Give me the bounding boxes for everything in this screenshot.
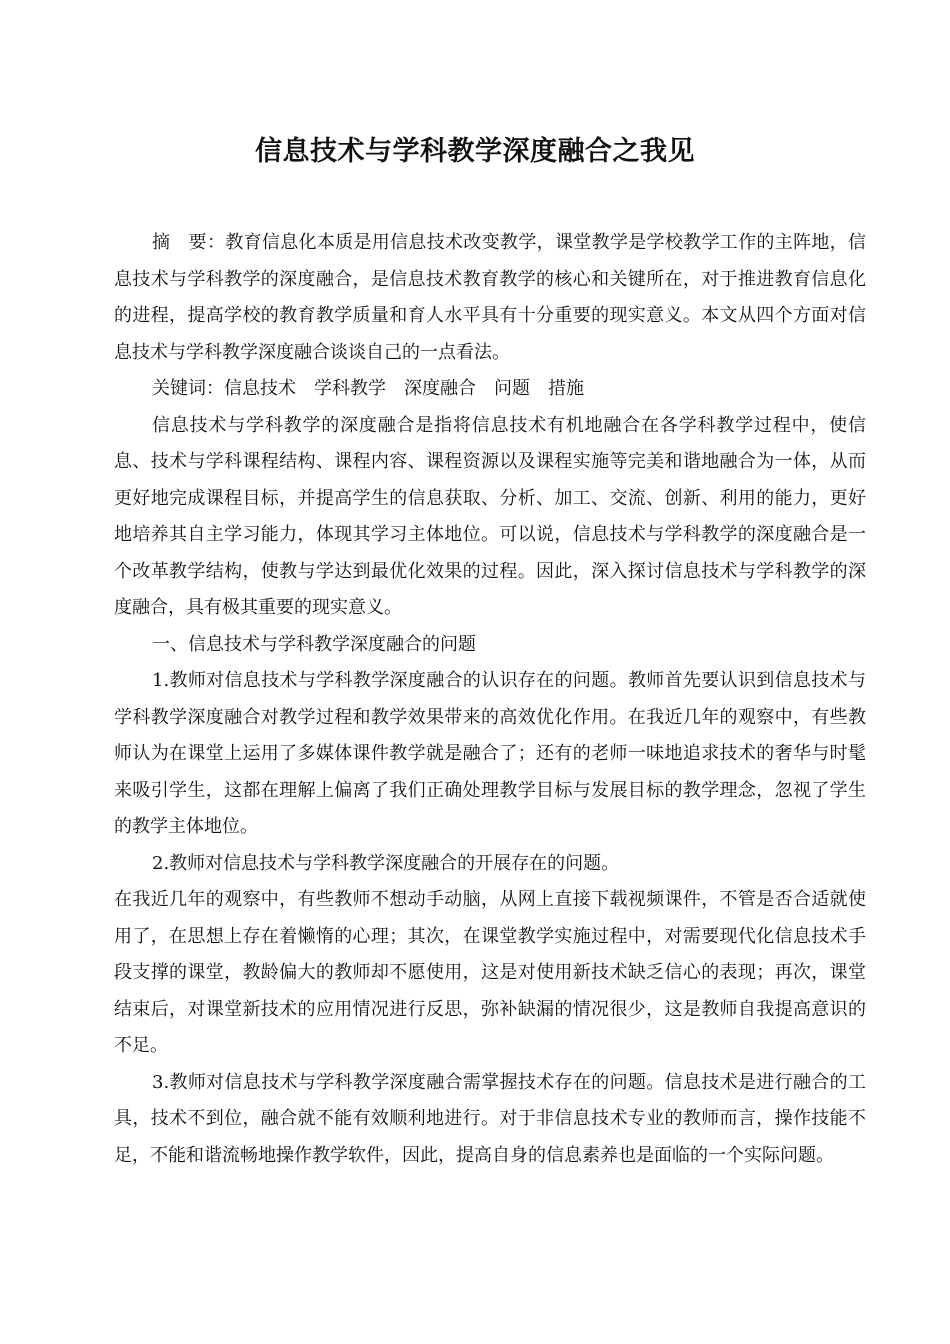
document-body: [114, 225, 866, 1174]
point-2-heading: 2.教师对信息技术与学科教学深度融合的开展存在的问题。: [152, 852, 620, 874]
intro-paragraph: 信息技术与学科教学的深度融合是指将信息技术有机地融合在各学科教学过程中，使信息、技术与学科课程结构、课程内容、课程资源以及课程实施等完美和谐地融合为一体，从而更好地完成课程目标，并提高学生的信息获取、分析、加工、交流、创新、利用的能力，更好地培养其自主学习能力，体现其学习主体地位。可以说，信息技术与学科教学的深度融合是一个改革教学结构，使教与学达到最优化效果的过程。因此，深入探讨信息技术与学科教学的深度融合，具有极其重要的现实意义。: [114, 414, 866, 618]
section-heading: 一、信息技术与学科教学深度融合的问题: [152, 633, 476, 655]
point-3-paragraph: 3.教师对信息技术与学科教学深度融合需掌握技术存在的问题。信息技术是进行融合的工具，技术不到位，融合就不能有效顺利地进行。对于非信息技术专业的教师而言，操作技能不足，不能和谐流畅地操作教学软件，因此，提高自身的信息素养也是面临的一个实际问题。: [114, 1071, 866, 1166]
abstract-paragraph: 摘 要：教育信息化本质是用信息技术改变教学，课堂教学是学校教学工作的主阵地，信息技术与学科教学的深度融合，是信息技术教育教学的核心和关键所在，对于推进教育信息化的进程，提高学校的教育教学质量和育人水平具有十分重要的现实意义。本文从四个方面对信息技术与学科教学深度融合谈谈自己的一点看法。: [114, 232, 866, 363]
point-2-paragraph: 在我近几年的观察中，有些教师不想动手动脑，从网上直接下载视频课件，不管是否合适就使用了，在思想上存在着懒惰的心理；其次，在课堂教学实施过程中，对需要现代化信息技术手段支撑的课堂，教龄偏大的教师却不愿使用，这是对使用新技术缺乏信心的表现；再次，课堂结束后，对课堂新技术的应用情况进行反思，弥补缺漏的情况很少，这是教师自我提高意识的不足。: [114, 889, 866, 1056]
document-title: 信息技术与学科教学深度融合之我见: [255, 136, 695, 167]
keywords-paragraph: 关键词：信息技术 学科教学 深度融合 问题 措施: [152, 378, 584, 399]
point-1-paragraph: 1.教师对信息技术与学科教学深度融合的认识存在的问题。教师首先要认识到信息技术与学科教学深度融合对教学过程和教学效果带来的高效优化作用。在我近几年的观察中，有些教师认为在课堂上运用了多媒体课件教学就是融合了；还有的老师一味地追求技术的奢华与时髦来吸引学生，这都在理解上偏离了我们正确处理教学目标与发展目标的教学理念，忽视了学生的教学主体地位。: [114, 670, 866, 837]
